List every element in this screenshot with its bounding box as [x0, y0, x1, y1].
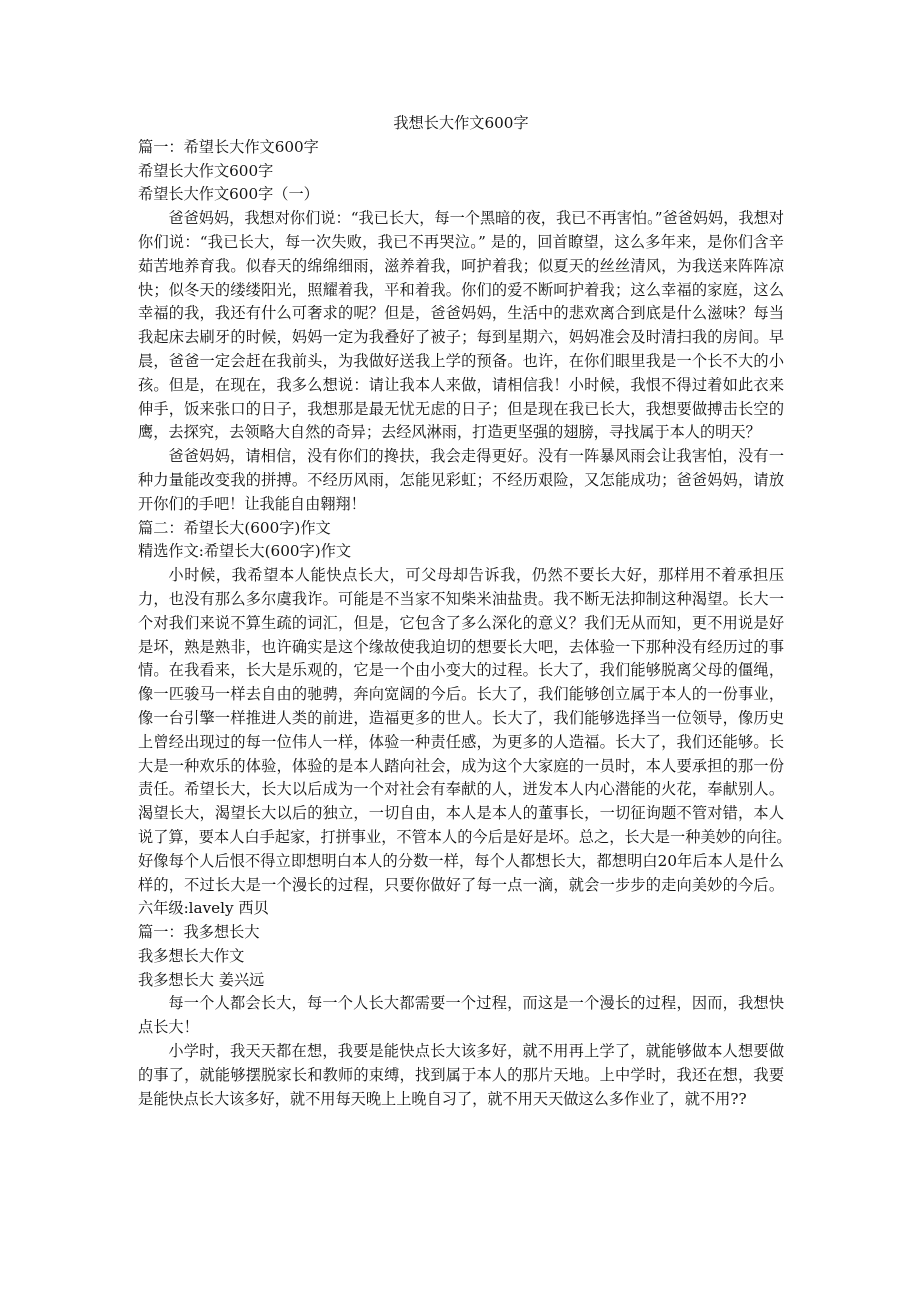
section3-paragraph-1: 每一个人都会长大，每一个人长大都需要一个过程，而这是一个漫长的过程，因而，我想快点长大！ — [138, 994, 784, 1037]
document-page — [138, 112, 800, 1111]
section2-subheading: 精选作文:希望长大(600字)作文 — [138, 542, 352, 561]
section3-paragraph-2: 小学时，我天天都在想，我要是能快点长大该多好，就不用再上学了，就能够做本人想要做的事了，就能够摆脱家长和教师的束缚，找到属于本人的那片天地。上中学时，我还在想，我要是能快点长大该多好，就不用每天晚上上晚自习了，就不用天天做这么多作业了，就不用?? — [138, 1042, 784, 1108]
section2-paragraph-1: 小时候，我希望本人能快点长大，可父母却告诉我，仍然不要长大好，那样用不着承担压力，也没有那么多尔虞我诈。可能是不当家不知柴米油盐贵。我不断无法抑制这种渴望。长大一个对我们来说不算生疏的词汇，但是，它包含了多么深化的意义？我们无从而知，更不用说是好是坏，熟是熟非，也许确实是这个缘故使我迫切的想要长大吧，去体验一下那种没有经历过的事情。在我看来，长大是乐观的，它是一个由小变大的过程。长大了，我们能够脱离父母的僵绳，像一匹骏马一样去自由的驰骋，奔向宽阔的今后。长大了，我们能够创立属于本人的一份事业，像一台引擎一样推进人类的前进，造福更多的世人。长大了，我们能够选择当一位领导，像历史上曾经出现过的每一位伟人一样，体验一种责任感，为更多的人造福。长大了，我们还能够。长大是一种欢乐的体验，体验的是本人踏向社会，成为这个大家庭的一员时，本人要承担的那一份责任。希望长大，长大以后成为一个对社会有奉献的人，迸发本人内心潜能的火花，奉献别人。渴望长大，渴望长大以后的独立，一切自由，本人是本人的董事长，一切征询题不管对错，本人说了算，要本人白手起家，打拼事业，不管本人的今后是好是坏。总之，长大是一种美妙的向往。 好像每个人后恨不得立即想明白本人的分数一样，每个人都想长大，都想明白20年后本人是什么样的，不过长大是一个漫长的过程，只要你做好了每一点一滴，就会一步步的走向美妙的今后。六年级:lavely 西贝 — [138, 566, 800, 918]
section1-paragraph-1: 爸爸妈妈，我想对你们说：“我已长大，每一个黑暗的夜，我已不再害怕。”爸爸妈妈，我想对你们说：“我已长大，每一次失败，我已不再哭泣。” 是的，回首瞭望，这么多年来，是你们含辛茹苦地养育我。似春天的绵绵细雨，滋养着我，呵护着我；似夏天的丝丝清风，为我送来阵阵凉快；似冬天的缕缕阳光，照耀着我，平和着我。你们的爱不断呵护着我；这么幸福的家庭，这么幸福的我，我还有什么可奢求的呢？但是，爸爸妈妈，生活中的悲欢离合到底是什么滋味？每当我起床去刷牙的时候，妈妈一定为我叠好了被子；每到星期六，妈妈准会及时清扫我的房间。早晨，爸爸一定会赶在我前头，为我做好送我上学的预备。也许，在你们眼里我是一个长不大的小孩。但是，在现在，我多么想说：请让我本人来做，请相信我！小时候，我恨不得过着如此衣来伸手，饭来张口的日子，我想那是最无忧无虑的日子；但是现在我已长大，我想要做搏击长空的鹰，去探究，去领略大自然的奇异；去经风淋雨，打造更坚强的翅膀，寻找属于本人的明天？ — [138, 209, 784, 442]
section3-subheading2: 我多想长大 姜兴远 — [138, 970, 265, 989]
document-title: 我想长大作文600字 — [393, 114, 529, 132]
section3-heading: 篇一：我多想长大 — [138, 923, 260, 942]
section1-subheading2: 希望长大作文600字（一） — [138, 185, 319, 204]
section2-heading: 篇二：希望长大(600字)作文 — [138, 518, 331, 537]
section1-subheading: 希望长大作文600字 — [138, 161, 274, 180]
section3-subheading: 我多想长大作文 — [138, 946, 245, 965]
section1-paragraph-2: 爸爸妈妈，请相信，没有你们的搀扶，我会走得更好。没有一阵暴风雨会让我害怕，没有一种力量能改变我的拼搏。不经历风雨，怎能见彩虹；不经历艰险，又怎能成功；爸爸妈妈，请放开你们的手吧！让我能自由翱翔！ — [138, 447, 784, 513]
section1-heading: 篇一：希望长大作文600字 — [138, 137, 319, 156]
